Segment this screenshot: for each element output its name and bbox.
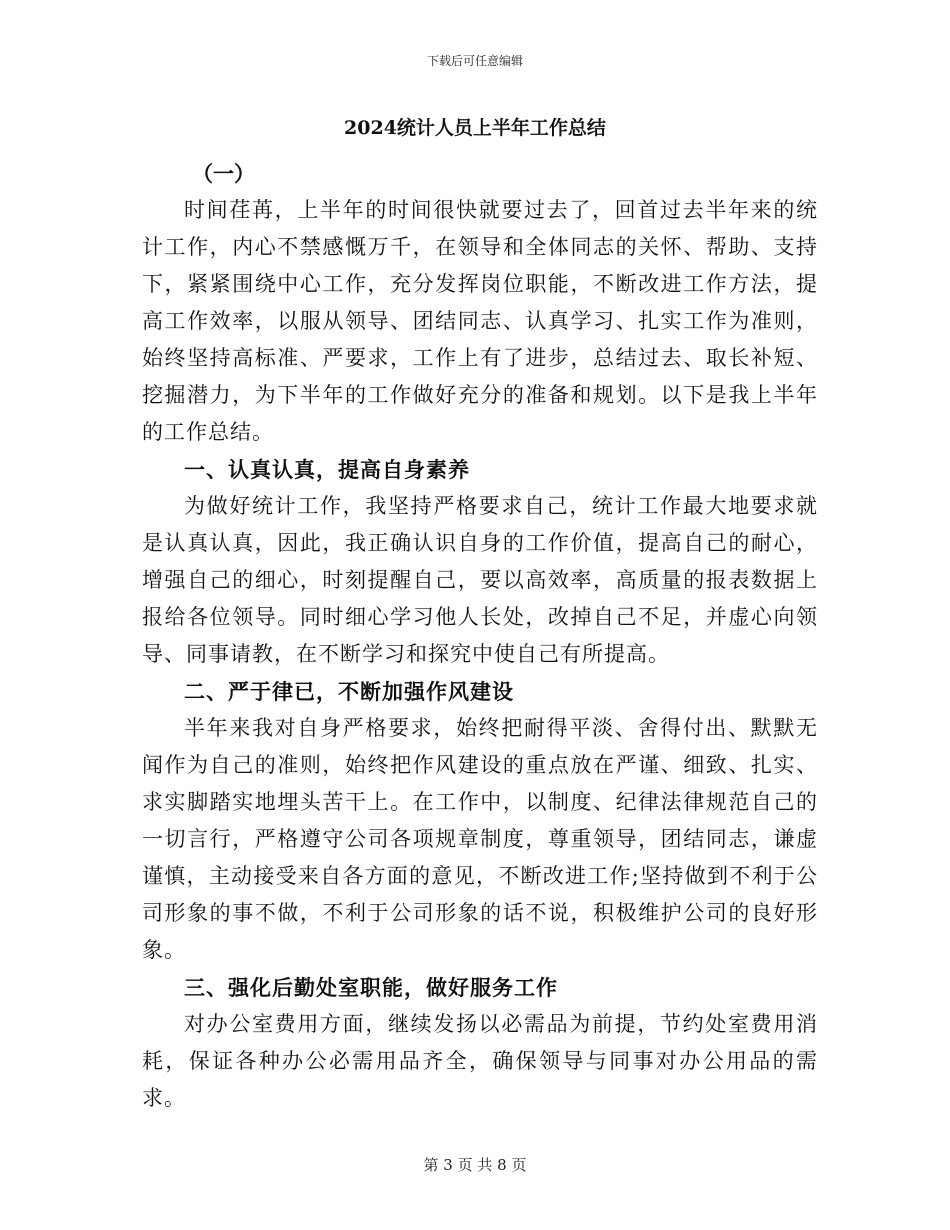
section-body-3: 对办公室费用方面，继续发扬以必需品为前提，节约处室费用消耗，保证各种办公必需用品齐全，确保领导与同事对办公用品的需求。 xyxy=(142,1012,818,1110)
intro-paragraph: 时间荏苒，上半年的时间很快就要过去了，回首过去半年来的统计工作，内心不禁感慨万千，在领导和全体同志的关怀、帮助、支持下，紧紧围绕中心工作，充分发挥岗位职能，不断改进工作方法，提高工作效率，以服从领导、团结同志、认真学习、扎实工作为准则，始终坚持高标准、严要求，工作上有了进步，总结过去、取长补短、挖掘潜力，为下半年的工作做好充分的准备和规划。以下是我上半年的工作总结。 xyxy=(142,198,818,444)
document-body xyxy=(142,155,818,1117)
section-body-2: 半年来我对自身严格要求，始终把耐得平淡、舍得付出、默默无闻作为自己的准则，始终把作风建设的重点放在严谨、细致、扎实、求实脚踏实地埋头苦干上。在工作中，以制度、纪律法律规范自己的一切言行，严格遵守公司各项规章制度，尊重领导，团结同志，谦虚谨慎，主动接受来自各方面的意见，不断改进工作;坚持做到不利于公司形象的事不做，不利于公司形象的话不说，积极维护公司的良好形象。 xyxy=(142,716,818,962)
section-number: （一） xyxy=(192,161,255,186)
section-heading-2: 二、严于律已，不断加强作风建设 xyxy=(184,679,514,704)
page-number: 第 3 页 共 8 页 xyxy=(423,1156,527,1174)
document-title: 2024统计人员上半年工作总结 xyxy=(344,117,606,139)
page-header-note: 下载后可任意编辑 xyxy=(426,54,523,68)
section-heading-1: 一、认真认真，提高自身素养 xyxy=(184,457,470,482)
section-body-1: 为做好统计工作，我坚持严格要求自己，统计工作最大地要求就是认真认真，因此，我正确认识自身的工作价值，提高自己的耐心，增强自己的细心，时刻提醒自己，要以高效率，高质量的报表数据上报给各位领导。同时细心学习他人长处，改掉自己不足，并虚心向领导、同事请教，在不断学习和探究中使自己有所提高。 xyxy=(142,494,818,666)
section-heading-3: 三、强化后勤处室职能，做好服务工作 xyxy=(184,975,558,1000)
